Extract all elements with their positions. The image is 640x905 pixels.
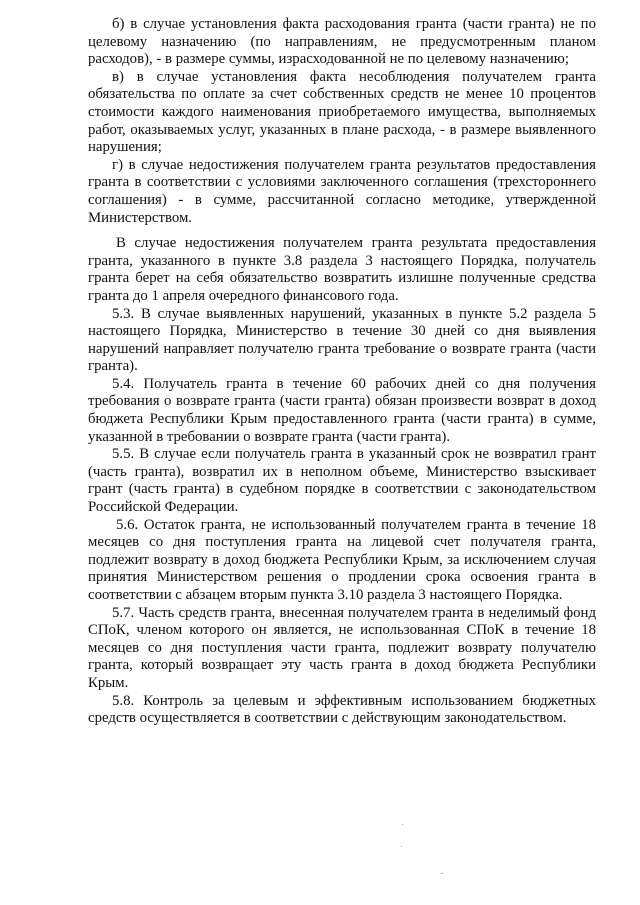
paragraph-5-3: 5.3. В случае выявленных нарушений, указанных в пункте 5.2 раздела 5 настоящего Порядка, Министерство в течение 30 дней со дня выявления нарушений направляет получателю гранта требование о возврате гранта (части гранта).	[88, 305, 596, 375]
paragraph-item-v: в) в случае установления факта несоблюдения получателем гранта обязательства по оплате за счет собственных средств не менее 10 процентов стоимости каждого наименования приобретаемого имущества, выполняемых работ, оказываемых услуг, указанных в плане расхода, - в размере выявленного нарушения;	[88, 68, 596, 156]
paragraph-5-5: 5.5. В случае если получатель гранта в указанный срок не возвратил грант (часть гранта), возвратил их в неполном объеме, Министерство взыскивает грант (часть гранта) в судебном порядке в соответствии с законодательством Российской Федерации.	[88, 446, 596, 516]
paragraph-item-b: б) в случае установления факта расходования гранта (части гранта) не по целевому назначению (по направлениям, не предусмотренным планом расходов), - в размере суммы, израсходованной не по целевому назначению;	[88, 16, 596, 68]
paragraph-5-8: 5.8. Контроль за целевым и эффективным использованием бюджетных средств осуществляется в соответствии с действующим законодательством.	[88, 692, 596, 727]
scan-speck	[401, 846, 402, 847]
paragraph-5-6: 5.6. Остаток гранта, не использованный получателем гранта в течение 18 месяцев со дня поступления гранта на лицевой счет получателя гранта, подлежит возврату в доход бюджета Республики Крым, за исключением случая принятия Министерством решения о продлении срока освоения гранта в соответствии с абзацем вторым пункта 3.10 раздела 3 настоящего Порядка.	[88, 516, 596, 603]
scan-speck	[441, 873, 443, 874]
paragraph-5-4: 5.4. Получатель гранта в течение 60 рабочих дней со дня получения требования о возврате гранта (части гранта) обязан произвести возврат в доход бюджета Республики Крым предоставленного гранта (части гранта) в сумме, указанной в требовании о возврате гранта (части гранта).	[88, 375, 596, 445]
paragraph-repayment-deadline: В случае недостижения получателем гранта результата предоставления гранта, указанного в пункте 3.8 раздела 3 настоящего Порядка, получатель гранта берет на себя обязательство возвратить излишне полученные средства гранта до 1 апреля очередного финансового года.	[88, 235, 596, 304]
scan-speck	[402, 824, 403, 825]
document-page	[88, 16, 596, 728]
paragraph-item-g: г) в случае недостижения получателем гранта результатов предоставления гранта в соответствии с условиями заключенного соглашения (трехстороннего соглашения) - в сумме, рассчитанной согласно методике, утвержденной Министерством.	[88, 156, 596, 226]
paragraph-5-7: 5.7. Часть средств гранта, внесенная получателем гранта в неделимый фонд СПоК, членом которого он является, не использованная СПоК в течение 18 месяцев со дня поступления части гранта, подлежит возврату получателю гранта, который возвращает эту часть гранта в доход бюджета Республики Крым.	[88, 604, 596, 691]
